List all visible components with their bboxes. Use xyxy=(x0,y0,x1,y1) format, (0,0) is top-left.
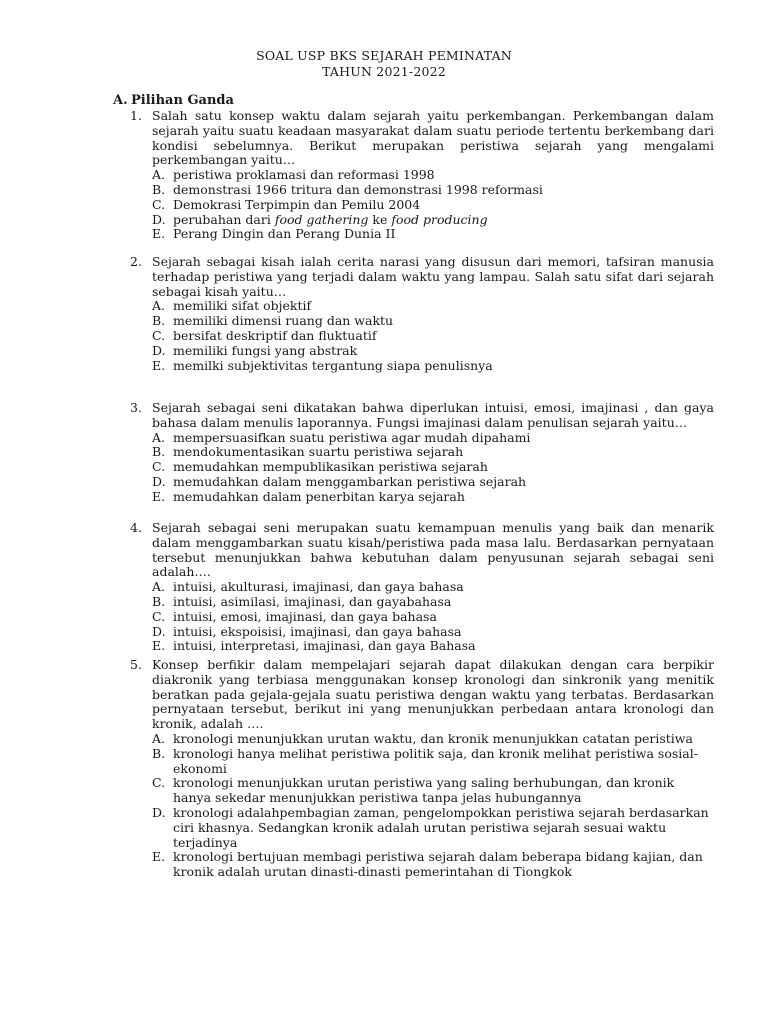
option-text: Perang Dingin dan Perang Dunia II xyxy=(173,226,396,242)
options-list xyxy=(152,580,714,654)
option-text: memiliki sifat objektif xyxy=(173,298,312,314)
option-d xyxy=(152,806,714,850)
option-a xyxy=(152,580,714,595)
option-text: Demokrasi Terpimpin dan Pemilu 2004 xyxy=(173,196,421,212)
option-text: kronologi adalahpembagian zaman, pengelompokkan peristiwa sejarah berdasarkan ciri khasnya. Sedangkan kronik adalah urutan peristiwa sejarah sesuai waktu terjadinya xyxy=(173,804,709,850)
option-d xyxy=(152,625,714,640)
option-letter: A. xyxy=(152,298,166,314)
option-b xyxy=(152,595,714,610)
option-text: kronologi menunjukkan urutan peristiwa yang saling berhubungan, dan kronik hanya sekedar menunjukkan peristiwa tanpa jelas hubungannya xyxy=(173,775,675,806)
question-stem: Sejarah sebagai seni dikatakan bahwa diperlukan intuisi, emosi, imajinasi , dan gaya bahasa dalam menulis laporannya. Fungsi imajinasi dalam penulisan sejarah yaitu… xyxy=(152,400,714,430)
option-c xyxy=(152,776,714,806)
option-letter: E. xyxy=(152,638,166,654)
option-letter: D. xyxy=(152,804,166,820)
document-title: SOAL USP BKS SEJARAH PEMINATAN xyxy=(256,48,512,63)
option-letter: B. xyxy=(152,313,166,329)
option-b xyxy=(152,445,714,460)
option-a xyxy=(152,299,714,314)
option-text: kronologi hanya melihat peristiwa politik saja, dan kronik melihat peristiwa sosial-ekonomi xyxy=(173,745,698,776)
option-letter: E. xyxy=(152,849,166,865)
option-text: memiliki dimensi ruang dan waktu xyxy=(173,313,394,329)
option-letter: D. xyxy=(152,623,166,639)
option-text: kronologi bertujuan membagi peristiwa sejarah dalam beberapa bidang kajian, dan kronik adalah urutan dinasti-dinasti pemerintahan di Tiongkok xyxy=(173,849,703,880)
question-stem: Salah satu konsep waktu dalam sejarah yaitu perkembangan. Perkembangan dalam sejarah yaitu suatu keadaan masyarakat dalam suatu periode tertentu berkembang dari kondisi sebelumnya. Berikut merupakan peristiwa sejarah yang mengalami perkembangan yaitu… xyxy=(152,108,714,168)
question-stem: Sejarah sebagai kisah ialah cerita narasi yang disusun dari memori, tafsiran manusia terhadap peristiwa yang terjadi dalam waktu yang lampau. Salah satu sifat dari sejarah sebagai kisah yaitu… xyxy=(152,254,714,299)
option-e xyxy=(152,359,714,374)
option-c xyxy=(152,329,714,344)
option-letter: D. xyxy=(152,211,166,227)
option-text: memudahkan dalam penerbitan karya sejarah xyxy=(173,488,465,504)
option-d xyxy=(152,344,714,359)
option-b xyxy=(152,314,714,329)
option-letter: B. xyxy=(152,181,166,197)
option-text-italic-1: food gathering xyxy=(274,211,369,227)
option-text-mid: ke xyxy=(368,211,392,227)
option-text: intuisi, ekspoisisi, imajinasi, dan gaya bahasa xyxy=(173,623,462,639)
option-letter: C. xyxy=(152,196,166,212)
option-letter: E. xyxy=(152,488,166,504)
options-list xyxy=(152,168,714,242)
option-text: mendokumentasikan suartu peristiwa sejarah xyxy=(173,444,464,460)
option-letter: A. xyxy=(152,429,166,445)
option-letter: D. xyxy=(152,473,166,489)
document-year: TAHUN 2021-2022 xyxy=(322,64,446,79)
option-a xyxy=(152,732,714,747)
option-c xyxy=(152,460,714,475)
option-text: demonstrasi 1966 tritura dan demonstrasi 1998 reformasi xyxy=(173,181,543,197)
section-heading xyxy=(113,93,234,108)
options-list xyxy=(152,299,714,373)
option-letter: C. xyxy=(152,775,166,791)
question-3 xyxy=(130,401,714,505)
option-d xyxy=(152,475,714,490)
option-letter: D. xyxy=(152,342,166,358)
question-stem: Sejarah sebagai seni merupakan suatu kemampuan menulis yang baik dan menarik dalam menggambarkan suatu kisah/peristiwa pada masa lalu. Berdasarkan pernyataan tersebut menunjukkan bahwa kebutuhan dalam penyusunan sejarah sebagai seni adalah…. xyxy=(152,520,714,580)
section-letter: A. xyxy=(113,93,128,108)
question-stem: Konsep berfikir dalam mempelajari sejarah dapat dilakukan dengan cara berpikir diakronik yang terbiasa menggunakan konsep kronologi dan sinkronik yang menitik beratkan pada gejala-gejala suatu peristiwa dengan waktu yang terbatas. Berdasarkan pernyataan tersebut, berikut ini yang menunjukkan perbedaan antara kronologi dan kronik, adalah …. xyxy=(152,657,714,732)
option-e xyxy=(152,850,714,880)
question-1 xyxy=(130,109,714,242)
option-text: mempersuasifkan suatu peristiwa agar mudah dipahami xyxy=(173,429,531,445)
option-c xyxy=(152,198,714,213)
option-e xyxy=(152,639,714,654)
option-d xyxy=(152,213,714,228)
question-4 xyxy=(130,521,714,654)
option-letter: B. xyxy=(152,593,166,609)
option-text: kronologi menunjukkan urutan waktu, dan kronik menunjukkan catatan peristiwa xyxy=(173,730,693,746)
option-text: peristiwa proklamasi dan reformasi 1998 xyxy=(173,167,435,183)
question-number: 2. xyxy=(130,254,142,269)
question-5 xyxy=(130,658,714,880)
option-letter: C. xyxy=(152,608,166,624)
question-number: 4. xyxy=(130,520,142,535)
option-letter: B. xyxy=(152,444,166,460)
option-text: memudahkan dalam menggambarkan peristiwa sejarah xyxy=(173,473,527,489)
option-text: memudahkan mempublikasikan peristiwa sejarah xyxy=(173,459,488,475)
options-list xyxy=(152,431,714,505)
option-letter: A. xyxy=(152,730,166,746)
option-a xyxy=(152,168,714,183)
option-text: intuisi, akulturasi, imajinasi, dan gaya bahasa xyxy=(173,579,464,595)
question-number: 5. xyxy=(130,657,142,672)
option-c xyxy=(152,610,714,625)
option-text-pre: perubahan dari xyxy=(173,211,275,227)
option-letter: C. xyxy=(152,459,166,475)
option-text: intuisi, asimilasi, imajinasi, dan gayabahasa xyxy=(173,593,452,609)
options-list xyxy=(152,732,714,880)
option-text: memilki subjektivitas tergantung siapa penulisnya xyxy=(173,357,493,373)
option-e xyxy=(152,227,714,242)
option-letter: A. xyxy=(152,167,166,183)
option-a xyxy=(152,431,714,446)
question-2 xyxy=(130,255,714,373)
option-letter: B. xyxy=(152,745,166,761)
option-text: intuisi, emosi, imajinasi, dan gaya bahasa xyxy=(173,608,437,624)
option-text: bersifat deskriptif dan fluktuatif xyxy=(173,327,377,343)
option-e xyxy=(152,490,714,505)
option-letter: E. xyxy=(152,226,166,242)
option-letter: C. xyxy=(152,327,166,343)
option-letter: E. xyxy=(152,357,166,373)
option-text: intuisi, interpretasi, imajinasi, dan gaya Bahasa xyxy=(173,638,476,654)
question-number: 3. xyxy=(130,400,142,415)
option-text-italic-2: food producing xyxy=(391,211,488,227)
section-title: Pilihan Ganda xyxy=(131,93,234,108)
option-letter: A. xyxy=(152,579,166,595)
question-number: 1. xyxy=(130,108,142,123)
option-text: memiliki fungsi yang abstrak xyxy=(173,342,358,358)
option-b xyxy=(152,747,714,777)
option-b xyxy=(152,183,714,198)
